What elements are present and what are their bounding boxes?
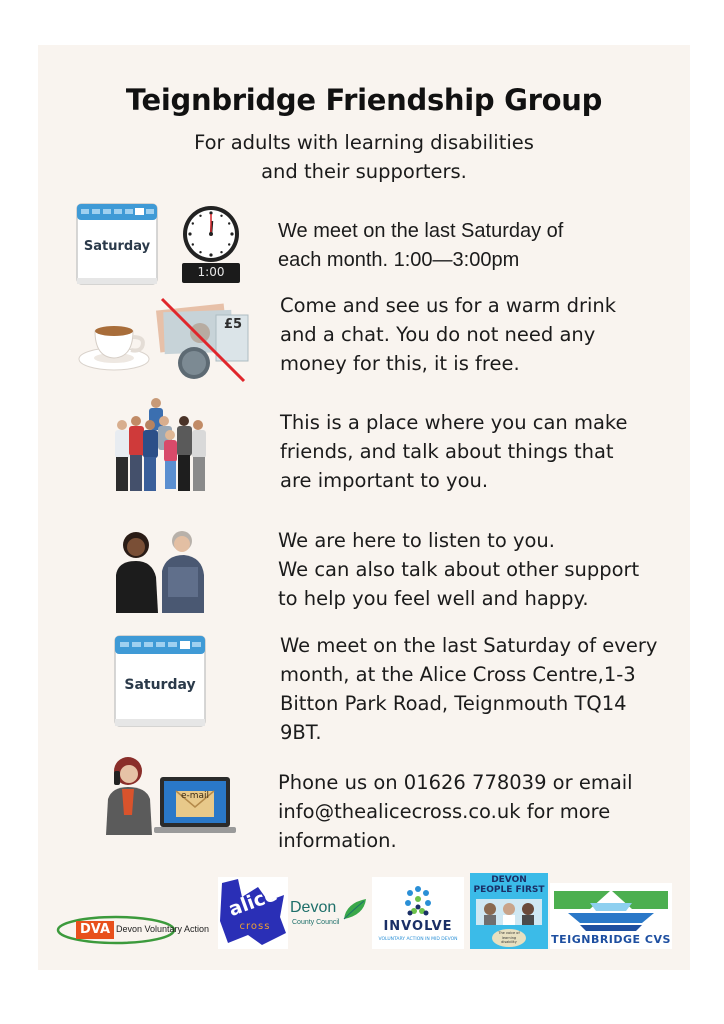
- subtitle-line: and their supporters.: [261, 160, 467, 183]
- text-line: friends, and talk about things that: [280, 440, 614, 463]
- row-listen-support: [278, 526, 639, 613]
- involve-logo: [372, 877, 464, 949]
- text-line: information.: [278, 829, 397, 852]
- alice-cross-logo: [218, 877, 288, 949]
- pf-tagline: The voice of learning disability: [498, 931, 520, 944]
- devon-sub: County Council: [292, 919, 340, 926]
- clock-icon: [178, 205, 244, 283]
- pf-line2: PEOPLE FIRST: [473, 885, 545, 895]
- row-meeting-time: [278, 217, 563, 275]
- text-line: and a chat. You do not need any: [280, 323, 596, 346]
- clock-digital-time: 1:00: [197, 265, 225, 279]
- two-people-talking-icon: [108, 527, 210, 613]
- dva-abbr: DVA: [79, 922, 111, 937]
- calendar-icon: [76, 203, 158, 285]
- text-line: info@thealicecross.co.uk for more: [278, 800, 611, 823]
- woman-on-phone-icon: [104, 755, 154, 835]
- text-line: Phone us on 01626 778039 or email: [278, 771, 633, 794]
- row-contact: [278, 768, 633, 855]
- devon-county-council-logo: [290, 883, 368, 947]
- devon-name: Devon: [290, 899, 337, 916]
- row-make-friends: [280, 408, 628, 495]
- envelope-label: e-mail: [180, 791, 210, 801]
- dva-name: Devon Voluntary Action: [116, 924, 210, 934]
- text-line: 9BT.: [280, 721, 322, 744]
- flyer-page: [38, 45, 690, 970]
- text-line: We are here to listen to you.: [278, 529, 555, 552]
- devon-people-first-logo: [470, 873, 548, 949]
- text-line: This is a place where you can make: [280, 411, 628, 434]
- teignbridge-cvs-logo: [550, 883, 672, 949]
- text-line: are important to you.: [280, 469, 489, 492]
- money-note-label: £5: [223, 317, 243, 332]
- calendar-day-label: Saturday: [83, 239, 151, 254]
- text-line: month, at the Alice Cross Centre,1-3: [280, 663, 636, 686]
- page-title: Teignbridge Friendship Group: [125, 83, 603, 117]
- tea-cup-icon: [78, 315, 154, 375]
- text-line: each month. 1:00—3:00pm: [278, 249, 520, 271]
- involve-name: INVOLVE: [383, 919, 453, 934]
- alice-text: alice: [225, 883, 281, 921]
- text-line: Bitton Park Road, Teignmouth TQ14: [280, 692, 627, 715]
- calendar-icon: [114, 635, 206, 727]
- subtitle-line: For adults with learning disabilities: [194, 131, 534, 154]
- involve-tagline: VOLUNTARY ACTION IN MID DEVON: [378, 937, 458, 942]
- page-subtitle: [38, 128, 690, 186]
- group-of-friends-icon: [112, 395, 212, 497]
- cvs-name: TEIGNBRIDGE CVS: [551, 933, 671, 946]
- text-line: We meet on the last Saturday of: [278, 220, 564, 242]
- text-line: to help you feel well and happy.: [278, 587, 589, 610]
- money-crossed-out-icon: [154, 297, 252, 383]
- pf-line1: DEVON: [491, 875, 527, 885]
- dva-logo: [56, 913, 216, 947]
- alice-sub: cross: [239, 921, 271, 932]
- text-line: We meet on the last Saturday of every: [280, 634, 658, 657]
- calendar-day-label: Saturday: [124, 677, 196, 693]
- text-line: We can also talk about other support: [278, 558, 640, 581]
- laptop-email-icon: [154, 775, 236, 835]
- text-line: money for this, it is free.: [280, 352, 520, 375]
- row-address: [280, 631, 657, 747]
- text-line: Come and see us for a warm drink: [280, 294, 617, 317]
- row-warm-drink: [280, 291, 616, 378]
